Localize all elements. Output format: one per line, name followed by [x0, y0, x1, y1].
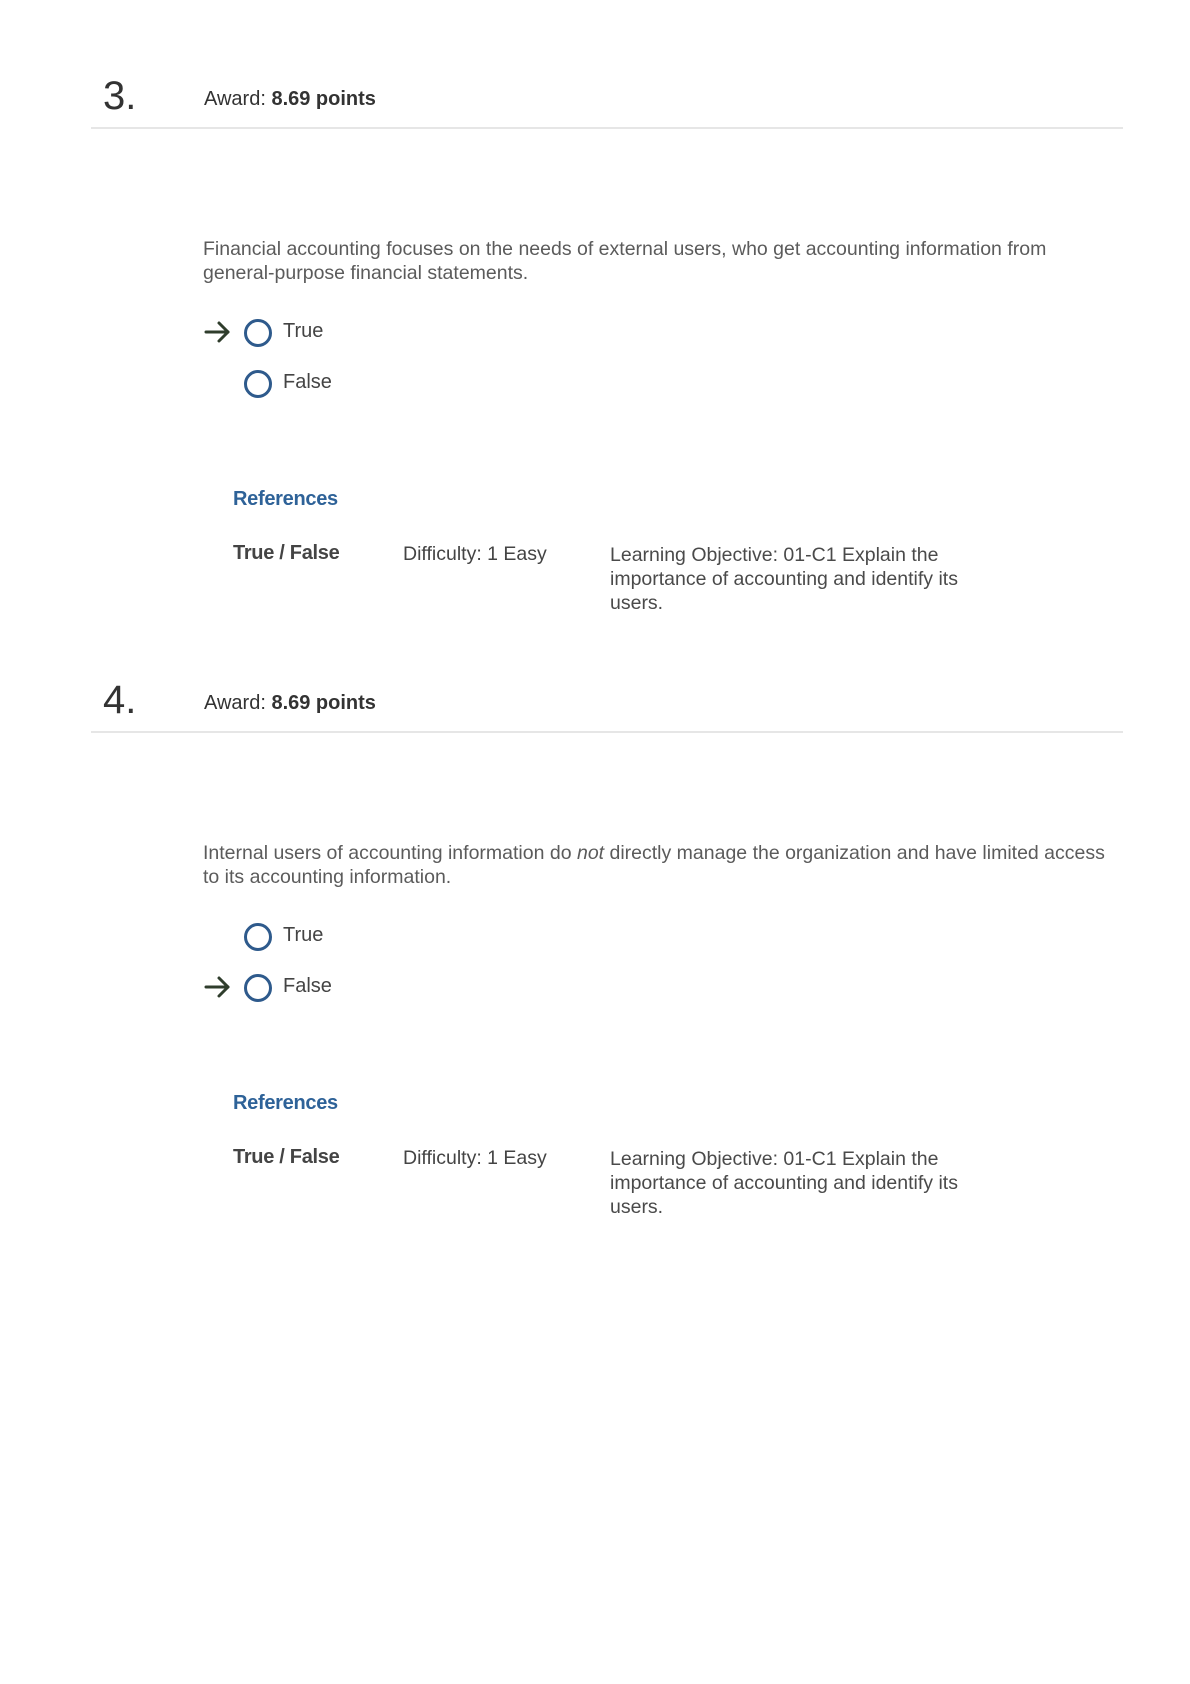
references-heading: References	[233, 488, 338, 510]
reference-learning-objective: Learning Objective: 01-C1 Explain the importance of accounting and identify its users.	[610, 544, 958, 614]
references-heading: References	[233, 1092, 338, 1114]
option-label: False	[283, 975, 332, 997]
radio-circle-icon[interactable]	[244, 319, 272, 347]
question-number: 4.	[103, 678, 137, 722]
award	[204, 692, 376, 715]
option-label: True	[283, 924, 324, 946]
question-number: 3.	[103, 74, 137, 118]
option-false[interactable]	[203, 368, 503, 398]
option-label: False	[283, 371, 332, 393]
award	[204, 88, 376, 111]
question-divider	[91, 127, 1123, 129]
radio-circle-icon[interactable]	[244, 974, 272, 1002]
option-false[interactable]	[203, 972, 503, 1002]
question-text	[203, 841, 1123, 889]
option-true[interactable]	[203, 921, 503, 951]
option-true[interactable]	[203, 317, 503, 347]
question-text-part: Internal users of accounting information do	[203, 842, 577, 864]
question-text-part: directly manage the organization and have limited access to its accounting information.	[203, 842, 1105, 888]
question-text	[203, 237, 1123, 285]
reference-difficulty: Difficulty: 1 Easy	[403, 1147, 547, 1169]
reference-learning-objective: Learning Objective: 01-C1 Explain the importance of accounting and identify its users.	[610, 1148, 958, 1218]
arrow-right-icon	[203, 317, 233, 347]
option-label: True	[283, 320, 324, 342]
award-label: Award:	[204, 88, 266, 110]
question-text-part: Financial accounting focuses on the needs of external users, who get accounting information from general-purpose financial statements.	[203, 238, 1047, 284]
question-divider	[91, 731, 1123, 733]
radio-circle-icon[interactable]	[244, 370, 272, 398]
arrow-right-icon	[203, 972, 233, 1002]
question-text-emphasis: not	[576, 842, 605, 864]
reference-difficulty: Difficulty: 1 Easy	[403, 543, 547, 565]
award-points: 8.69 points	[271, 692, 376, 714]
award-points: 8.69 points	[271, 88, 376, 110]
radio-circle-icon[interactable]	[244, 923, 272, 951]
reference-type: True / False	[233, 542, 340, 564]
reference-type: True / False	[233, 1146, 340, 1168]
award-label: Award:	[204, 692, 266, 714]
